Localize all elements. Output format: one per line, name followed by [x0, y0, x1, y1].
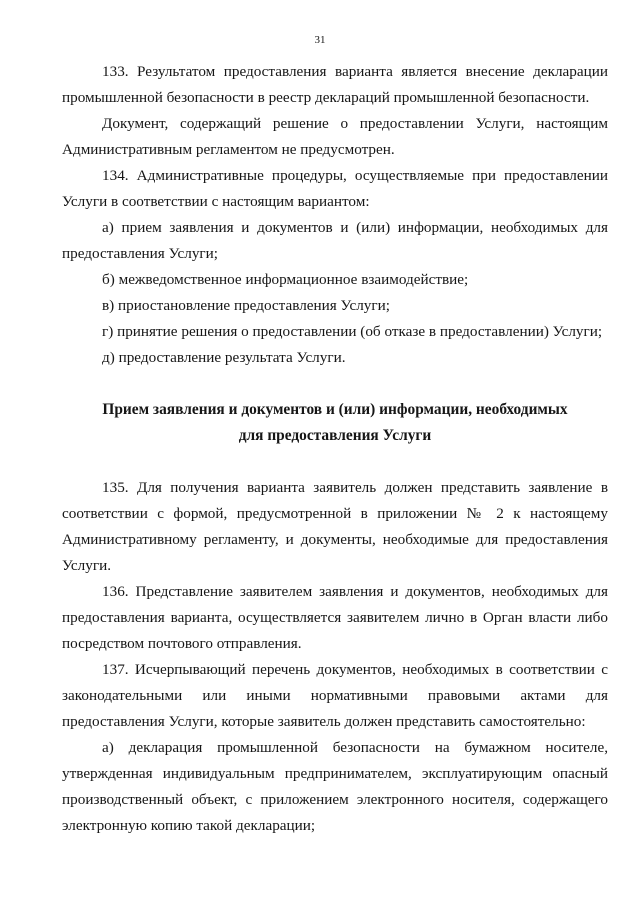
list-item-declaration: а) декларация промышленной безопасности на бумажном носителе, утвержденная индивидуальным предпринимателем, эксплуатирующим опасный производственный объект, с приложением электронного носителя, содержащего электронную копию такой декларации; [62, 739, 608, 834]
paragraph-decision-document: Документ, содержащий решение о предоставлении Услуги, настоящим Административным регламентом не предусмотрен. [62, 115, 608, 158]
section-heading-line-2: для предоставления Услуги [238, 427, 432, 444]
list-item-b: б) межведомственное информационное взаимодействие; [102, 271, 469, 288]
list-item-g: г) принятие решения о предоставлении (об отказе в предоставлении) Услуги; [102, 323, 603, 340]
page-number: 31 [314, 34, 326, 46]
paragraph-135: 135. Для получения варианта заявитель должен представить заявление в соответствии с формой, предусмотренной в приложении № 2 к настоящему Административному регламенту, и документы, необходимые для предоставления Услуги. [62, 479, 608, 574]
section-heading-line-1: Прием заявления и документов и (или) информации, необходимых [102, 401, 568, 418]
list-item-v: в) приостановление предоставления Услуги; [102, 297, 390, 314]
paragraph-136: 136. Представление заявителем заявления и документов, необходимых для предоставления варианта, осуществляется заявителем лично в Орган власти либо посредством почтового отправления. [62, 583, 608, 652]
spacer [62, 449, 608, 475]
list-item-a: а) прием заявления и документов и (или) информации, необходимых для предоставления Услуги; [62, 219, 608, 262]
document-body [62, 59, 608, 839]
spacer [62, 371, 608, 397]
paragraph-134: 134. Административные процедуры, осуществляемые при предоставлении Услуги в соответствии с настоящим вариантом: [62, 167, 608, 210]
list-item-d: д) предоставление результата Услуги. [102, 349, 346, 366]
paragraph-137: 137. Исчерпывающий перечень документов, необходимых в соответствии с законодательными или иными нормативными правовыми актами для предоставления Услуги, которые заявитель должен представить самостоятельно: [62, 661, 608, 730]
paragraph-133: 133. Результатом предоставления варианта является внесение декларации промышленной безопасности в реестр деклараций промышленной безопасности. [62, 63, 608, 106]
